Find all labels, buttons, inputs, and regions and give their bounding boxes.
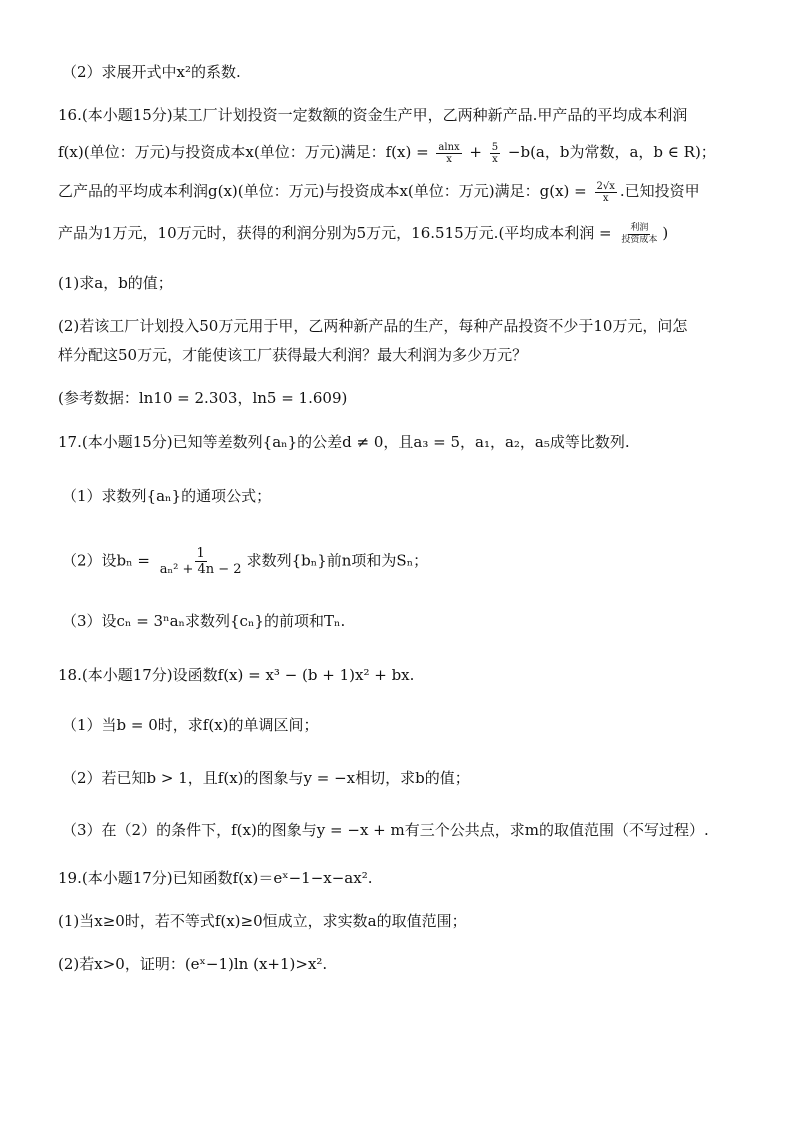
problem-18-intro: 18.(本小题17分)设函数f(x) = x³ − (b + 1)x² + bx. bbox=[58, 666, 415, 684]
problem-19-question-2: (2)若x>0，证明：(eˣ−1)ln (x+1)>x². bbox=[58, 955, 328, 973]
problem-18-question-1: （1）当b = 0时，求f(x)的单调区间； bbox=[62, 716, 319, 734]
text: 产品为1万元，10万元时，获得的利润分别为5万元，16.515万元. bbox=[58, 224, 499, 242]
text: ) bbox=[662, 224, 669, 242]
text: 乙产品的平均成本利润g(x)(单位：万元)与投资成本x(单位：万元)满足：g(x) = bbox=[58, 182, 592, 200]
problem-17-question-2 bbox=[62, 546, 754, 577]
problem-16-question-1: (1)求a，b的值； bbox=[58, 274, 173, 292]
problem-16-question-2-line-1: (2)若该工厂计划投入50万元用于甲，乙两种新产品的生产，每种产品投资不少于10万元，问怎 bbox=[58, 317, 688, 335]
fraction-5-over-x bbox=[490, 142, 500, 165]
denominator: x bbox=[602, 192, 609, 204]
fraction-profit-over-cost bbox=[619, 223, 659, 246]
problem-16-intro: 16.(本小题15分)某工厂计划投资一定数额的资金生产甲，乙两种新产品.甲产品的平均成本利润 bbox=[58, 106, 688, 124]
fraction-b-n bbox=[158, 546, 244, 577]
problem-19-intro: 19.(本小题17分)已知函数f(x)＝eˣ−1−x−ax². bbox=[58, 869, 373, 887]
text: (平均成本利润 = bbox=[498, 224, 617, 242]
problem-16-given-data bbox=[58, 222, 754, 246]
text: .已知投资甲 bbox=[619, 182, 700, 200]
fraction-2sqrtx-over-x bbox=[595, 181, 617, 204]
problem-16-g-definition bbox=[58, 180, 754, 204]
numerator: 1 bbox=[196, 546, 205, 561]
text: −b(a，b为常数，a，b ∈ R)； bbox=[503, 143, 716, 161]
fraction-alnx-over-x bbox=[436, 142, 461, 165]
problem-16-question-2-line-2: 样分配这50万元，才能使该工厂获得最大利润？最大利润为多少万元？ bbox=[58, 346, 528, 364]
problem-15-part-2: （2）求展开式中x²的系数. bbox=[62, 63, 241, 81]
numerator: alnx bbox=[438, 141, 460, 153]
problem-17-intro: 17.(本小题15分)已知等差数列{aₙ}的公差d ≠ 0，且a₃ = 5，a₁，a₂，a₅成等比数列. bbox=[58, 433, 630, 451]
denominator: aₙ² + 4n − 2 bbox=[159, 562, 242, 577]
denominator: 投资成本 bbox=[621, 234, 658, 245]
text: （2）设bₙ = bbox=[62, 551, 155, 570]
problem-19-question-1: (1)当x≥0时，若不等式f(x)≥0恒成立，求实数a的取值范围； bbox=[58, 912, 467, 930]
text: + bbox=[464, 143, 487, 161]
problem-16-reference-data: (参考数据：ln10 = 2.303，ln5 = 1.609) bbox=[58, 389, 348, 407]
problem-16-f-definition bbox=[58, 141, 754, 165]
numerator: 利润 bbox=[630, 222, 649, 233]
problem-17-question-1: （1）求数列{aₙ}的通项公式； bbox=[62, 487, 272, 505]
text: 求数列{bₙ}前n项和为Sₙ； bbox=[246, 551, 429, 570]
problem-18-question-3: （3）在（2）的条件下，f(x)的图象与y = −x + m有三个公共点，求m的取值范围（不写过程）. bbox=[62, 821, 709, 839]
problem-18-question-2: （2）若已知b > 1，且f(x)的图象与y = −x相切，求b的值； bbox=[62, 769, 470, 787]
numerator: 5 bbox=[491, 141, 499, 153]
problem-17-question-3: （3）设cₙ = 3ⁿaₙ求数列{cₙ}的前项和Tₙ. bbox=[62, 612, 346, 630]
denominator: x bbox=[446, 153, 452, 165]
numerator: 2√x bbox=[596, 180, 615, 192]
denominator: x bbox=[492, 153, 498, 165]
text: f(x)(单位：万元)与投资成本x(单位：万元)满足：f(x) = bbox=[58, 143, 434, 161]
